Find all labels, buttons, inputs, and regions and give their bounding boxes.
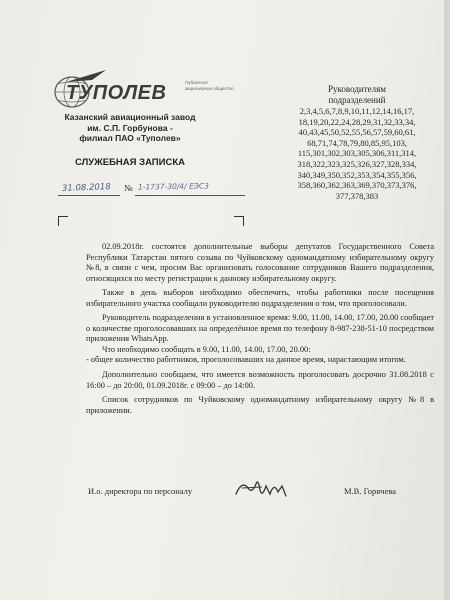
body-paragraph: Что необходимо сообщать в 9.00, 11.00, 14.00, 17.00, 20.00:	[102, 344, 311, 354]
brand-name: ТУПОЛЕВ	[66, 82, 167, 104]
numbers-line: 115,301,302,303,305,306,311,314,	[297, 148, 417, 159]
date-underline	[58, 195, 120, 196]
body-paragraph: - общее количество работников, проголосовавших на данное время, нарастающим итогом.	[86, 355, 406, 365]
body-paragraph: 02.09.2018г. состоятся дополнительные выборы депутатов Государственного Совета Республики Татарстан пятого созыва по Чуйковскому одномандатному избирательному округу №8, в связи с чем, просим Вас организовать голосование сотрудников Вашего подразделения, относящихся по месту регистрации к данному избирательному округу.	[86, 242, 434, 283]
numbers-line: 68,71,74,78,79,80,85,95,103,	[307, 137, 407, 148]
number-underline	[135, 195, 245, 196]
memo-title: СЛУЖЕБНАЯ ЗАПИСКА	[74, 157, 185, 168]
company-line: филиал ПАО «Туполев»	[79, 133, 181, 143]
company-line: Казанский авиационный завод	[64, 112, 196, 122]
memo-number: 1-1737-30/4/ ЕЭС3	[137, 181, 210, 192]
handwritten-signature	[232, 474, 296, 504]
company-logo	[48, 68, 234, 112]
bracket-corner-right	[234, 216, 244, 226]
body-paragraph: Дополнительно сообщаем, что имеется возможность проголосовать досрочно 31.08.2018 с 16:00 – до 20:00, 01.09.2018г. с 09:00 – до 14:00.	[86, 370, 434, 390]
department-numbers	[282, 106, 432, 201]
signatory-role: И.о. директора по персоналу	[88, 486, 193, 496]
numbers-line: 40,43,45,50,52,55,56,57,59,60,61,	[298, 127, 416, 138]
numbers-line: 377,378,383	[335, 190, 379, 201]
brand-tagline: Публичное акционерное общество	[185, 80, 234, 91]
numbers-line: 18,19,20,22,24,28,29,31,32,33,34,	[298, 116, 416, 127]
numbers-line: 340,349,350,352,353,354,355,356,	[297, 169, 417, 180]
company-name	[60, 112, 200, 144]
recipients-heading-line: подразделений	[328, 95, 386, 105]
signatory-name: М.В. Горячева	[344, 486, 396, 496]
memo-date: 31.08.2018	[61, 182, 111, 194]
recipients-heading	[282, 84, 432, 106]
numbers-line: 358,360,362,363,369,370,373,376,	[297, 180, 417, 191]
company-line: им. С.П. Горбунова -	[87, 122, 173, 133]
body-paragraph: Также в день выборов необходимо обеспечить, чтобы работники после посещения избирательного участка сообщали руководителю подразделения о том, что проголосовали.	[86, 288, 434, 308]
recipients-heading-line: Руководителям	[328, 84, 386, 94]
recipients-block	[282, 84, 432, 201]
page-edge	[444, 0, 450, 600]
memo-body	[86, 242, 434, 420]
numbers-line: 2,3,4,5,6,7,8,9,10,11,12,14,16,17,	[299, 106, 415, 116]
bracket-corner-left	[58, 216, 68, 226]
body-paragraph: Список сотрудников по Чуйковскому одномандатному избирательному округу №8 в приложении.	[86, 395, 434, 415]
body-paragraph: Руководитель подразделения в установленное время: 9.00, 11.00, 14.00, 17.00, 20.00 сообщает о количестве проголосовавших на определённое время по телефону 8-987-238-51-10 посредством приложения WhatsApp.	[86, 313, 434, 344]
number-label: №	[124, 183, 133, 193]
numbers-line: 318,322,323,325,326,327,328,334,	[297, 158, 417, 169]
